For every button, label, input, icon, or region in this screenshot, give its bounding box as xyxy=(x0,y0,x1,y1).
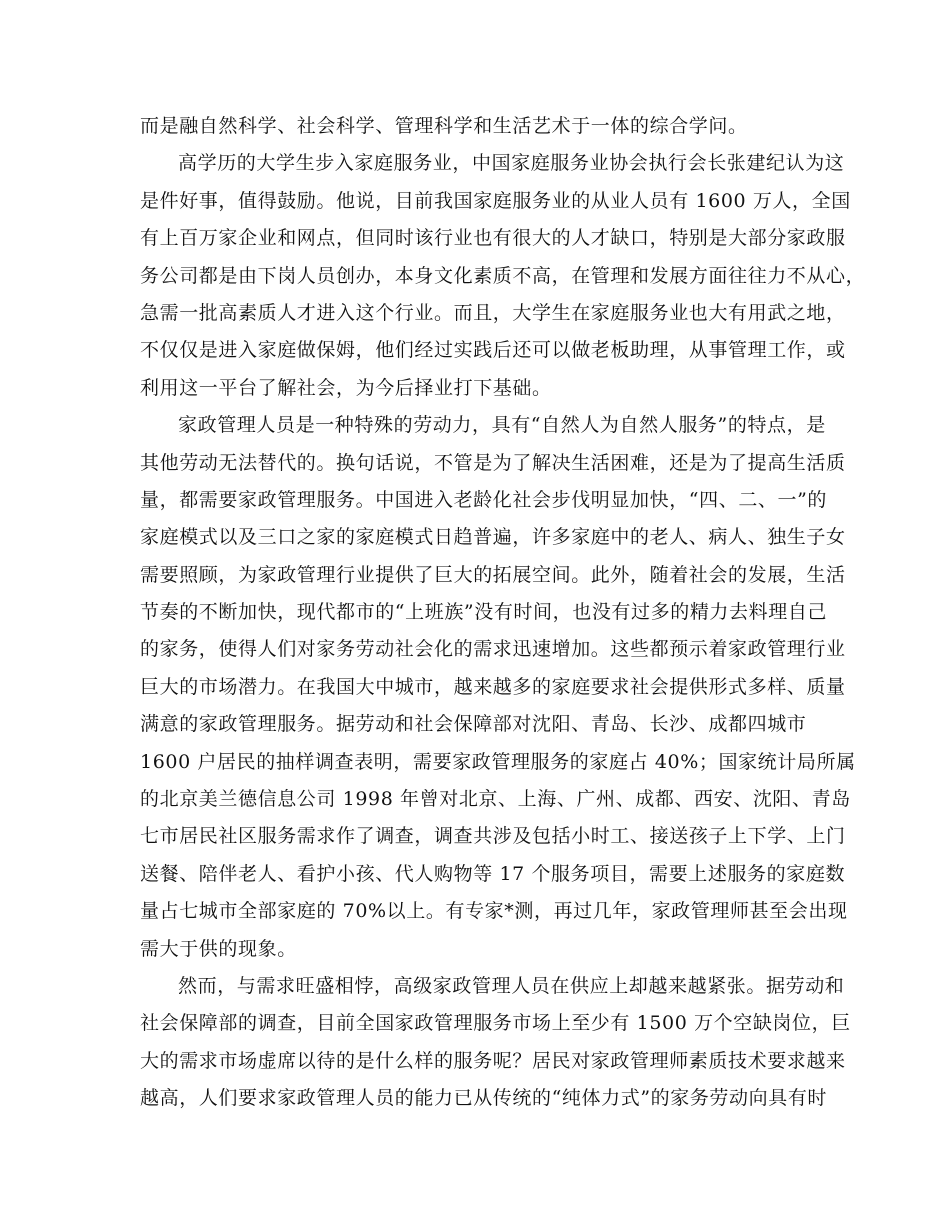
paragraph-first-line: 家政管理人员是一种特殊的劳动力，具有“自然人为自然人服务”的特点，是 xyxy=(178,414,826,437)
text-line: 巨大的市场潜力。在我国大中城市，越来越多的家庭要求社会提供形式多样、质量 xyxy=(140,675,846,698)
text-line: 的北京美兰德信息公司 1998 年曾对北京、上海、广州、成都、西安、沈阳、青岛 xyxy=(140,788,851,811)
text-line: 不仅仅是进入家庭做保姆，他们经过实践后还可以做老板助理，从事管理工作，或 xyxy=(140,339,846,362)
text-line: 是件好事，值得鼓励。他说，目前我国家庭服务业的从业人员有 1600 万人，全国 xyxy=(140,189,851,212)
text-line: 越高，人们要求家政管理人员的能力已从传统的“纯体力式”的家务劳动向具有时 xyxy=(140,1087,828,1110)
text-line: 需要照顾，为家政管理行业提供了巨大的拓展空间。此外，随着社会的发展，生活 xyxy=(140,563,846,586)
text-line: 急需一批高素质人才进入这个行业。而且，大学生在家庭服务业也大有用武之地， xyxy=(140,301,846,324)
text-line: 量占七城市全部家庭的 70%以上。有专家*测，再过几年，家政管理师甚至会出现 xyxy=(140,900,848,923)
text-line: 量，都需要家政管理服务。中国进入老龄化社会步伐明显加快，“四、二、一”的 xyxy=(140,488,828,511)
text-line: 七市居民社区服务需求作了调查，调查共涉及包括小时工、接送孩子上下学、上门 xyxy=(140,825,846,848)
text-line: 其他劳动无法替代的。换句话说，不管是为了解决生活困难，还是为了提高生活质 xyxy=(140,451,846,474)
text-line: 送餐、陪伴老人、看护小孩、代人购物等 17 个服务项目，需要上述服务的家庭数 xyxy=(140,862,846,885)
text-line: 有上百万家企业和网点，但同时该行业也有很大的人才缺口，特别是大部分家政服 xyxy=(140,227,846,250)
text-line: 的家务，使得人们对家务劳动社会化的需求迅速增加。这些都预示着家政管理行业 xyxy=(140,638,846,661)
text-line: 1600 户居民的抽样调查表明，需要家政管理服务的家庭占 40%；国家统计局所属 xyxy=(140,750,856,773)
text-line: 节奏的不断加快，现代都市的“上班族”没有时间，也没有过多的精力去料理自己 xyxy=(140,601,828,624)
text-line: 家庭模式以及三口之家的家庭模式日趋普遍，许多家庭中的老人、病人、独生子女 xyxy=(140,526,846,549)
text-line: 务公司都是由下岗人员创办，本身文化素质不高，在管理和发展方面往往力不从心， xyxy=(140,264,866,287)
text-line: 利用这一平台了解社会，为今后择业打下基础。 xyxy=(140,376,552,399)
text-line: 需大于供的现象。 xyxy=(140,937,297,960)
text-line: 大的需求市场虚席以待的是什么样的服务呢？居民对家政管理师素质技术要求越来 xyxy=(140,1049,846,1072)
body-text xyxy=(140,108,866,1118)
text-line: 满意的家政管理服务。据劳动和社会保障部对沈阳、青岛、长沙、成都四城市 xyxy=(140,713,807,736)
paragraph-first-line: 然而，与需求旺盛相悖，高级家政管理人员在供应上却越来越紧张。据劳动和 xyxy=(178,974,845,997)
text-line: 社会保障部的调查，目前全国家政管理服务市场上至少有 1500 万个空缺岗位，巨 xyxy=(140,1012,851,1035)
text-line: 而是融自然科学、社会科学、管理科学和生活艺术于一体的综合学问。 xyxy=(140,115,748,137)
paragraph-first-line: 高学历的大学生步入家庭服务业，中国家庭服务业协会执行会长张建纪认为这 xyxy=(178,152,845,175)
